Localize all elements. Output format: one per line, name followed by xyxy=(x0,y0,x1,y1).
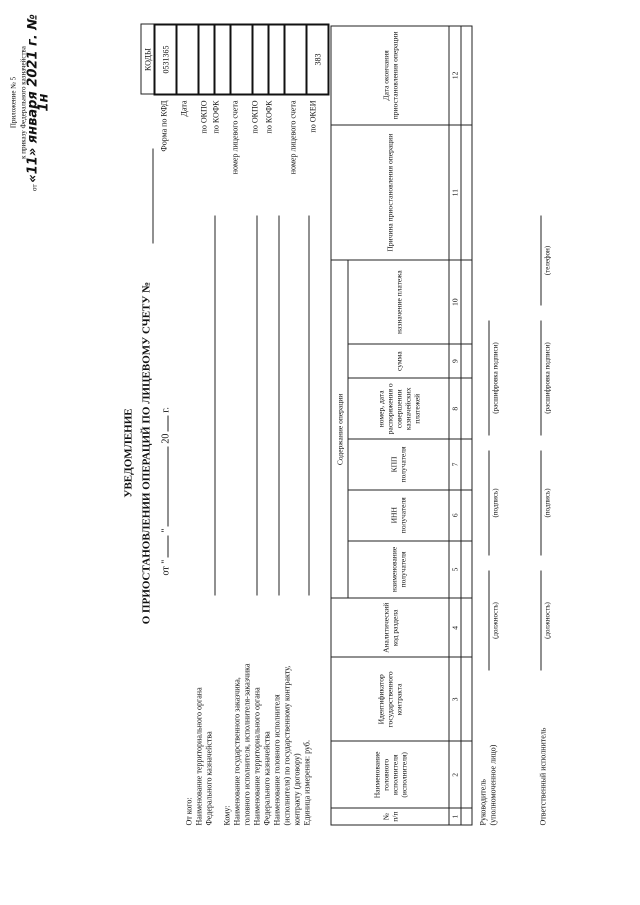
codes-table xyxy=(140,23,329,95)
to-executor-label: Наименование головного исполнителя xyxy=(272,693,281,825)
kofk2-code-cell xyxy=(268,24,284,94)
kofk2-label: по КОФК xyxy=(264,100,273,133)
from-label: От кого: xyxy=(184,796,193,825)
date-line: от " " 20 г. xyxy=(160,406,171,575)
account2-code-cell xyxy=(284,24,306,94)
col-enddate-header: Дата окончания приостановления операции xyxy=(331,26,449,125)
col-num-header: № п/п xyxy=(331,808,449,825)
to-label: Кому: xyxy=(222,805,231,825)
okpo1-label: по ОКПО xyxy=(199,100,208,133)
handwritten-date: «11» января 2021 г. № 1н xyxy=(25,13,51,183)
responsible-decoding-caption: (расшифровка подписи) xyxy=(543,341,551,414)
head-signature-caption: (подпись) xyxy=(491,487,499,518)
head-signature-label: Руководитель (уполномоченное лицо) xyxy=(478,744,497,825)
account2-label: номер лицевого счета xyxy=(288,100,297,174)
responsible-position-caption: (должность) xyxy=(543,601,551,639)
fields-block: От кого: Наименование территориального органа Федерального казначейства Кому: Наименование государственного заказчика, головного исполнителя, исполнителя-заказчика Наименование территориального органа Федерального казначейства Наименование головного исполнителя (исполнителя) по государственному контракту, контракту (договору) Единица измерения: руб. xyxy=(184,585,312,825)
appendix-header xyxy=(8,7,50,197)
head-decoding-caption: (расшифровка подписи) xyxy=(491,341,499,414)
okei-label: по ОКЕИ xyxy=(308,100,317,133)
kofk1-code-cell xyxy=(214,24,230,94)
okpo2-label: по ОКПО xyxy=(250,100,259,133)
account1-code-cell xyxy=(230,24,252,94)
operations-table xyxy=(330,25,472,825)
col-executor-header: Наименование головного исполнителя (исполнителя) xyxy=(331,741,449,808)
codes-header: КОДЫ xyxy=(141,24,155,94)
appendix-number: Приложение № 5 xyxy=(9,76,17,128)
form-code-cell: 0531365 xyxy=(154,24,176,94)
form-label: Форма по КФД xyxy=(159,100,168,152)
okei-code-cell: 383 xyxy=(306,24,328,94)
treasury-field-line xyxy=(278,215,279,595)
to-customer-label: Наименование государственного заказчика, xyxy=(232,676,241,825)
okpo1-code-cell xyxy=(198,24,214,94)
column-numbers-row: 1 2 3 4 5 6 7 8 9 10 11 12 xyxy=(449,26,461,825)
okpo2-code-cell xyxy=(252,24,268,94)
col-code-header: Аналитический код раздела xyxy=(331,598,449,657)
responsible-signature-caption: (подпись) xyxy=(543,487,551,518)
executor-field-line xyxy=(308,215,309,595)
appendix-date: от «11» января 2021 г. № 1н xyxy=(25,13,51,191)
col-recipient-header: наименование получателя xyxy=(348,540,449,598)
content-group-header: Содержание операции xyxy=(331,260,348,598)
head-position-caption: (должность) xyxy=(491,601,499,639)
appendix-order: к приказу Федерального казначейства xyxy=(19,45,27,159)
to-treasury-label: Наименование территориального органа xyxy=(252,686,261,825)
from-treasury-label: Наименование территориального органа xyxy=(194,686,203,825)
phone-caption: (телефон) xyxy=(543,245,551,275)
date-code-cell xyxy=(176,24,198,94)
account1-label: номер лицевого счета xyxy=(230,100,239,174)
col-reason-header: Причина приостановления операции xyxy=(331,124,449,260)
account-number-line xyxy=(152,148,153,243)
unit-label: Единица измерения: руб. xyxy=(302,739,311,825)
responsible-label: Ответственный исполнитель xyxy=(538,727,547,825)
col-order-header: номер, дата распоряжения о совершении казначейских платежей xyxy=(348,378,449,439)
col-kpp-header: КПП получателя xyxy=(348,439,449,490)
col-purpose-header: назначение платежа xyxy=(348,260,449,343)
date-label: Дата xyxy=(179,100,188,116)
col-identifier-header: Идентификатор государственного контракта xyxy=(331,657,449,741)
col-sum-header: сумма xyxy=(348,343,449,378)
from-field-line xyxy=(214,215,215,595)
document-subtitle: О ПРИОСТАНОВЛЕНИИ ОПЕРАЦИЙ ПО ЛИЦЕВОМУ СЧЕТУ № xyxy=(140,281,152,624)
document-title: УВЕДОМЛЕНИЕ xyxy=(122,407,134,498)
col-inn-header: ИНН получателя xyxy=(348,489,449,540)
kofk1-label: по КОФК xyxy=(211,100,220,133)
table-row xyxy=(461,26,472,825)
customer-field-line xyxy=(256,215,257,595)
